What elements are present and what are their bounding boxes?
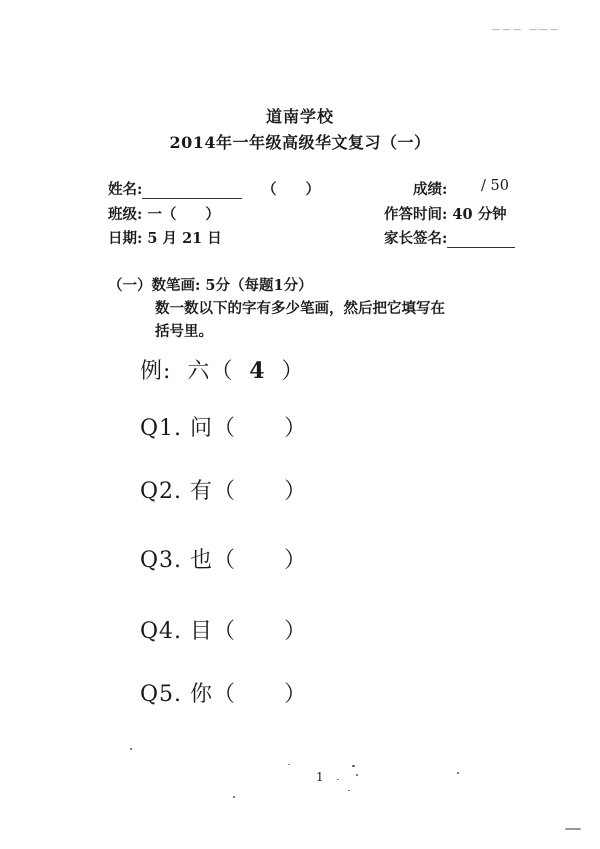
question-5 [140,677,307,708]
name-paren: （ ） [262,181,320,198]
example-answer: 4 [249,358,266,384]
question-3 [140,543,307,574]
question-4 [140,614,307,645]
scan-mark: — — — —·— — [492,25,559,34]
parent-sign-blank[interactable] [447,247,515,248]
question-close-paren: ） [284,619,308,644]
example-close-paren: ） [281,359,305,384]
scan-speck [288,764,290,765]
question-label: Q1. [140,416,183,441]
page-number: 1 [316,770,324,784]
question-1 [140,411,307,442]
question-label: Q5. [140,682,183,707]
example-row [140,354,304,385]
question-label: Q4. [140,619,183,644]
question-label: Q3. [140,548,183,573]
question-open-paren: （ [213,416,237,441]
question-close-paren: ） [284,682,308,707]
class-label: 班级: 一（ ） [108,206,220,223]
question-2 [140,474,307,505]
time-label: 作答时间: 40 分钟 [384,206,507,223]
scan-speck [130,748,132,750]
exam-title: 2014年一年级高级华文复习（一） [169,133,431,152]
question-label: Q2. [140,479,183,504]
scan-speck [352,765,355,767]
scan-speck [233,796,235,798]
section-instruction-line2: 括号里。 [155,323,213,340]
example-char: 六 [187,359,211,384]
question-close-paren: ） [284,479,308,504]
scan-speck [565,828,581,830]
question-open-paren: （ [213,619,237,644]
question-char: 有 [190,479,214,504]
question-open-paren: （ [213,548,237,573]
score-value: / 50 [481,178,509,194]
name-label: 姓名: [108,181,143,198]
scan-speck [348,790,350,791]
school-name: 道南学校 [265,107,334,126]
example-label: 例: [140,359,172,384]
question-close-paren: ） [284,548,308,573]
question-close-paren: ） [284,416,308,441]
question-char: 也 [190,548,214,573]
question-char: 你 [190,682,214,707]
section-instruction-line1: 数一数以下的字有多少笔画，然后把它填写在 [155,300,445,317]
parent-sign-label: 家长签名: [384,230,448,247]
date-label: 日期: 5 月 21 日 [108,230,222,247]
name-field [108,178,242,199]
score-label: 成绩: [413,181,448,198]
question-open-paren: （ [213,479,237,504]
parent-sign-field [384,227,515,248]
scan-speck [457,772,459,774]
example-open-paren: （ [210,359,234,384]
scan-speck [356,774,358,776]
section-heading: （一）数笔画: 5分（每题1分） [108,277,313,294]
question-char: 问 [190,416,214,441]
question-char: 目 [190,619,214,644]
scan-speck [337,779,339,780]
name-blank[interactable] [142,198,242,199]
question-open-paren: （ [213,682,237,707]
